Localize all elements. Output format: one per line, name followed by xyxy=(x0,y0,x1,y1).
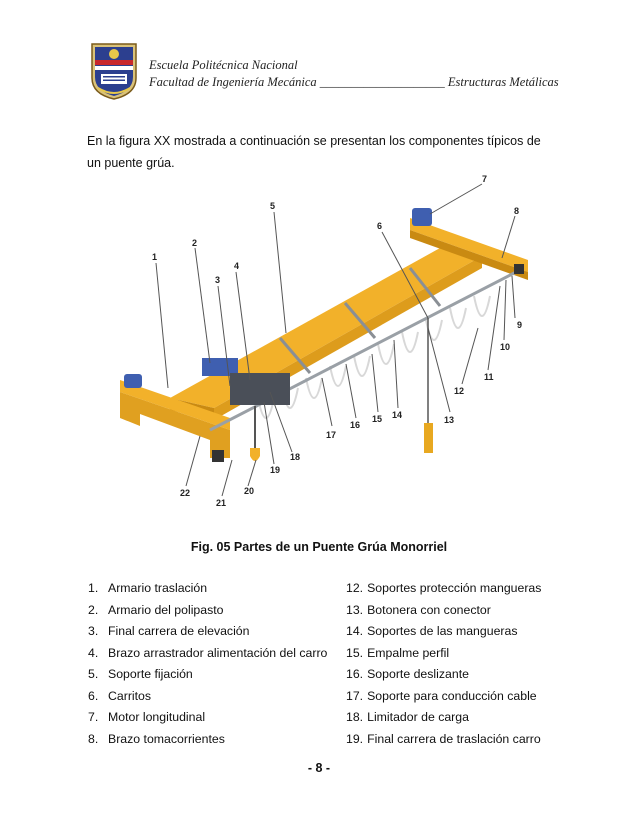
callout-13: 13 xyxy=(444,415,455,425)
list-item xyxy=(346,578,541,600)
callout-1: 1 xyxy=(152,252,158,262)
item-label: Soportes de las mangueras xyxy=(367,624,518,638)
item-number: 3. xyxy=(88,624,99,638)
item-label: Soporte deslizante xyxy=(367,667,469,681)
item-number: 8. xyxy=(88,731,99,746)
item-number: 19. xyxy=(346,731,364,746)
university-logo xyxy=(90,42,138,100)
list-item xyxy=(88,643,327,665)
callout-19: 19 xyxy=(270,465,281,475)
item-number: 1. xyxy=(88,581,99,595)
list-item xyxy=(346,707,541,729)
item-number: 12. xyxy=(346,581,364,595)
list-item xyxy=(88,664,327,686)
item-label: Soporte para conducción cable xyxy=(367,688,537,703)
institution-name: Escuela Politécnica Nacional xyxy=(149,58,298,72)
list-item xyxy=(88,621,327,643)
item-number: 4. xyxy=(88,645,99,660)
callout-22: 22 xyxy=(180,488,191,498)
item-number: 16. xyxy=(346,667,364,681)
callout-20: 20 xyxy=(244,486,255,496)
item-label: Soporte fijación xyxy=(108,667,193,681)
bridge-crane-figure xyxy=(110,168,550,513)
page-number: - 8 - xyxy=(307,761,331,775)
list-item xyxy=(88,578,327,600)
item-label: Brazo arrastrador alimentación del carro xyxy=(108,645,328,660)
callout-7: 7 xyxy=(482,174,488,184)
item-number: 2. xyxy=(88,602,99,617)
list-item xyxy=(346,664,541,686)
item-label: Soportes protección mangueras xyxy=(367,581,542,595)
item-number: 6. xyxy=(88,688,99,703)
item-label: Motor longitudinal xyxy=(108,710,206,724)
list-item xyxy=(346,600,541,622)
item-label: Brazo tomacorrientes xyxy=(108,731,225,746)
travel-motor-left xyxy=(124,374,142,388)
list-item xyxy=(88,729,327,751)
item-number: 15. xyxy=(346,645,364,660)
item-number: 17. xyxy=(346,688,364,703)
list-item xyxy=(346,686,541,708)
callout-21: 21 xyxy=(216,498,227,508)
callout-2: 2 xyxy=(192,238,198,248)
item-number: 14. xyxy=(346,624,364,638)
item-number: 5. xyxy=(88,667,99,681)
callout-16: 16 xyxy=(350,420,361,430)
item-label: Carritos xyxy=(108,688,152,703)
callout-11: 11 xyxy=(484,372,494,382)
item-label: Armario traslación xyxy=(108,581,208,595)
callout-5: 5 xyxy=(270,201,276,211)
pendant-control xyxy=(424,423,433,453)
figure-caption: Fig. 05 Partes de un Puente Grúa Monorriel xyxy=(190,540,448,554)
item-label: Armario del polipasto xyxy=(108,602,224,617)
callout-15: 15 xyxy=(372,414,383,424)
callout-17: 17 xyxy=(326,430,337,440)
hook xyxy=(250,448,260,461)
item-number: 7. xyxy=(88,710,99,724)
list-item xyxy=(346,621,541,643)
document-header xyxy=(90,42,560,104)
list-item xyxy=(346,643,541,665)
list-item xyxy=(346,729,541,751)
main-girder xyxy=(170,248,482,408)
faculty-course-line: Facultad de Ingeniería Mecánica ____________________ Estructuras Metálicas xyxy=(149,75,559,89)
list-item xyxy=(88,600,327,622)
item-label: Limitador de carga xyxy=(367,710,469,724)
callout-8: 8 xyxy=(514,206,520,216)
callout-12: 12 xyxy=(454,386,465,396)
item-label: Empalme perfil xyxy=(367,645,450,660)
intro-paragraph: En la figura XX mostrada a continuación se presentan los componentes típicos de un puente grúa. xyxy=(87,134,541,170)
callout-10: 10 xyxy=(500,342,511,352)
parts-list-right xyxy=(346,578,541,750)
list-item xyxy=(88,686,327,708)
item-number: 13. xyxy=(346,602,364,617)
longitudinal-motor xyxy=(412,208,432,226)
item-label: Final carrera de traslación carro xyxy=(367,731,541,746)
item-label: Final carrera de elevación xyxy=(108,624,250,638)
item-label: Botonera con conector xyxy=(367,602,491,617)
callout-9: 9 xyxy=(517,320,523,330)
list-item xyxy=(88,707,327,729)
callout-14: 14 xyxy=(392,410,403,420)
callout-18: 18 xyxy=(290,452,301,462)
callout-6: 6 xyxy=(377,221,383,231)
item-number: 18. xyxy=(346,710,364,724)
trolley xyxy=(230,373,290,405)
callout-3: 3 xyxy=(215,275,221,285)
callout-4: 4 xyxy=(234,261,240,271)
parts-list-left xyxy=(88,578,327,750)
